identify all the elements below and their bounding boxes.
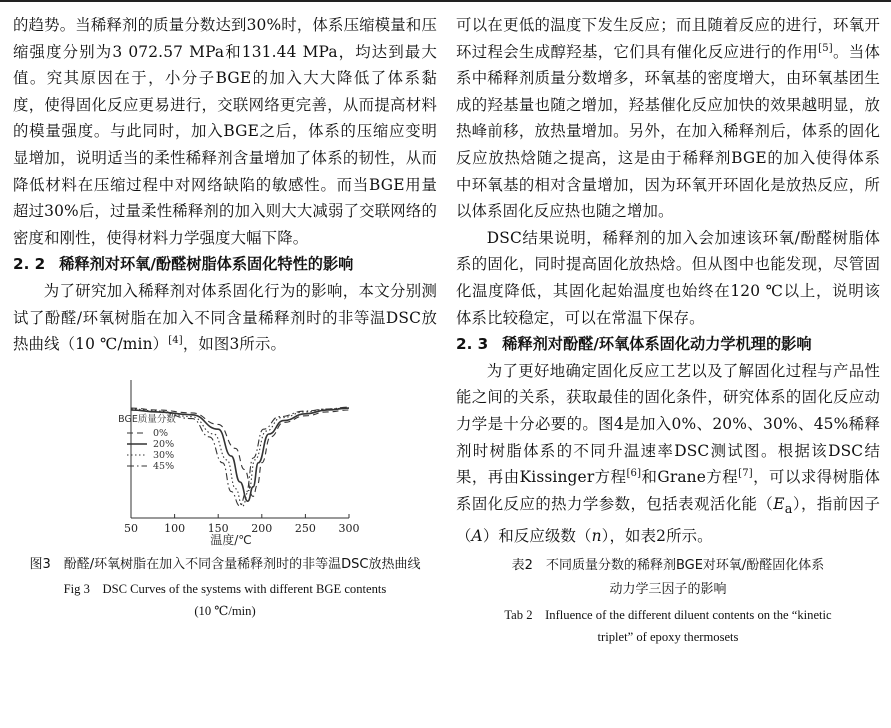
chart-x-ticks <box>124 514 360 535</box>
text-run: ，可以求得树脂体系固化反应的热力学参数，包括表观活化能（ <box>456 468 880 513</box>
section-heading-2-2 <box>13 251 437 278</box>
x-tick-label-1: 100 <box>164 521 186 535</box>
text-run: 为了更好地确定固化反应工艺以及了解固化过程与产品性能之间的关系，获取最佳的固化条件，研究体系的固化反应动力学是十分必要的。图4是加入0%、20%、30%、45%稀释剂时树脂体系的不同升温速率DSC测试图。根据该DSC结果，再由Kissinger方程 <box>456 361 880 487</box>
x-tick-label-4: 250 <box>294 521 316 535</box>
legend-label-1: 20% <box>153 438 175 450</box>
section-number: 2. 3 <box>456 335 489 354</box>
page-top-rule <box>0 0 891 2</box>
legend-title: BGE质量分数 <box>118 413 176 425</box>
legend-label-2: 30% <box>153 449 175 461</box>
legend-label-0: 0% <box>153 427 169 439</box>
text-run: ），指前因子（ <box>456 494 880 546</box>
table-2-caption-en-line-1: Tab 2 Influence of the different diluent contents on the “kinetic <box>504 607 832 622</box>
legend-label-3: 45% <box>153 460 175 472</box>
subscript-a: a <box>784 501 793 517</box>
right-paragraph-3 <box>456 358 880 550</box>
text-run: ），如表2所示。 <box>601 527 713 546</box>
x-tick-label-3: 200 <box>251 521 273 535</box>
left-column <box>13 12 437 622</box>
x-tick-label-0: 50 <box>124 521 138 535</box>
x-tick-label-2: 150 <box>207 521 229 535</box>
table-2-caption-cn-line-2: 动力学三因子的影响 <box>609 581 727 597</box>
right-paragraph-1 <box>456 12 880 225</box>
right-paragraph-2: DSC结果说明，稀释剂的加入会加速该环氧/酚醛树脂体系的固化，同时提高固化放热焓。但从图中也能发现，尽管固化温度降低，其固化起始温度也始终在120 ℃以上，说明该体系比较稳定，可以在常温下保存。 <box>456 228 880 327</box>
variable-a: A <box>471 527 483 546</box>
text-run: ，如图3所示。 <box>182 335 287 354</box>
text-run: 。当体系中稀释剂质量分数增多，环氧基的密度增大，由环氧基团生成的羟基量也随之增加，羟基催化反应加快的效果越明显，放热峰前移，放热量增加。另外，在加入稀释剂后，体系的固化反应放热焓随之提高，这是由于稀释剂BGE的加入使得体系中环氧基的相对含量增加，因为环氧开环固化是放热反应，所以体系固化反应热也随之增加。 <box>456 42 881 221</box>
section-title: 稀释剂对酚醛/环氧体系固化动力学机理的影响 <box>502 335 812 354</box>
dsc-chart-svg <box>13 368 437 548</box>
figure-3-caption-cn: 图3 酚醛/环氧树脂在加入不同含量稀释剂时的非等温DSC放热曲线 <box>29 556 421 572</box>
figure-3-caption-en-line-2: (10 ℃/min) <box>194 603 256 618</box>
text-run: 为了研究加入稀释剂对体系固化行为的影响，本文分别测试了酚醛/环氧树脂在加入不同含量稀释剂时的非等温DSC放热曲线（10 ℃/min） <box>13 281 437 354</box>
figure-3-caption-en-line-1: Fig 3 DSC Curves of the systems with different BGE contents <box>63 581 387 596</box>
text-run: ）和反应级数（ <box>482 527 592 546</box>
citation-ref: [5] <box>818 42 833 54</box>
table-2-caption-cn-line-1: 表2 不同质量分数的稀释剂BGE对环氧/酚醛固化体系 <box>511 557 825 573</box>
table-2-caption-en-line-2: triplet” of epoxy thermosets <box>597 629 739 644</box>
citation-ref: [7] <box>738 467 753 479</box>
citation-ref: [4] <box>168 335 183 346</box>
x-tick-label-5: 300 <box>338 521 360 535</box>
chart-x-axis-label: 温度/℃ <box>210 532 252 547</box>
section-heading-2-3 <box>456 331 880 358</box>
section-title: 稀释剂对环氧/酚醛树脂体系固化特性的影响 <box>59 255 354 274</box>
text-run: 和Grane方程 <box>641 468 739 487</box>
chart-legend <box>118 413 176 472</box>
citation-ref: [6] <box>626 467 642 479</box>
text-run: 可以在更低的温度下发生反应；而且随着反应的进行，环氧开环过程会生成醇羟基，它们具有催化反应进行的作用 <box>456 16 880 61</box>
left-paragraph-2 <box>13 278 437 358</box>
figure-3-dsc-chart <box>13 368 437 548</box>
variable-e: E <box>773 494 785 513</box>
section-number: 2. 2 <box>13 255 46 274</box>
left-paragraph-1: 的趋势。当稀释剂的质量分数达到30%时，体系压缩模量和压缩强度分别为3 072.57 MPa和131.44 MPa，均达到最大值。究其原因在于，小分子BGE的加入大大降低了体系黏度，使得固化反应更易进行，交联网络更完善，从而提高材料的模量强度。与此同时，加入BGE之后，体系的压缩应变明显增加，说明适当的柔性稀释剂含量增加了体系的韧性，从而降低材料在压缩过程中对网络缺陷的敏感性。而当BGE用量超过30%后，过量柔性稀释剂的加入则大大减弱了交联网络的密度和刚性，使得材料力学强度大幅下降。 <box>13 16 437 247</box>
right-column <box>456 12 880 648</box>
variable-n: n <box>591 527 602 546</box>
